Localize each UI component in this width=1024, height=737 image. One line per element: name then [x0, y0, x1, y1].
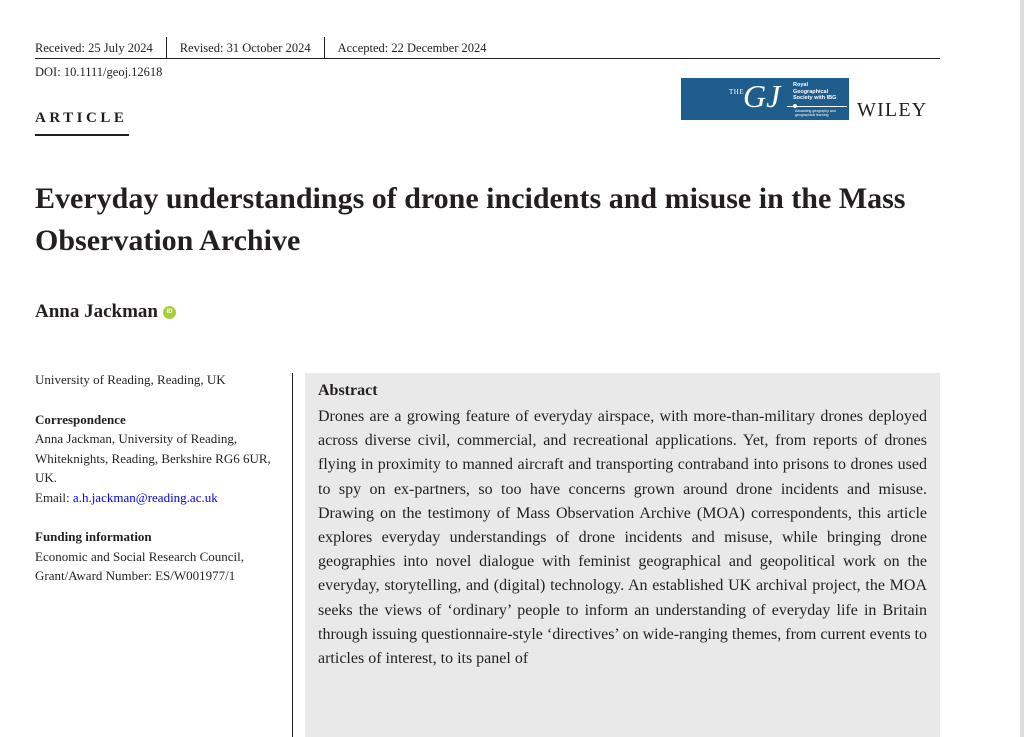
publisher-logo: WILEY: [857, 99, 928, 121]
article-type-label: ARTICLE: [35, 110, 128, 126]
article-sidebar: [35, 370, 285, 606]
article-title: Everyday understandings of drone incidents and misuse in the Mass Observation Archive: [35, 182, 906, 257]
funding-block: [35, 527, 285, 586]
viewer-scrollbar[interactable]: [1020, 0, 1024, 737]
correspondence-text: Anna Jackman, University of Reading, Whiteknights, Reading, Berkshire RG6 6UR, UK.: [35, 431, 271, 485]
correspondence-heading: Correspondence: [35, 411, 126, 427]
doi: DOI: 10.1111/geoj.12618: [35, 65, 163, 79]
funding-text: Economic and Social Research Council, Grant/Award Number: ES/W001977/1: [35, 548, 245, 583]
divider: [166, 37, 167, 59]
accepted-date: Accepted: 22 December 2024: [337, 40, 487, 55]
abstract-heading: Abstract: [318, 382, 378, 399]
correspondence-block: [35, 410, 285, 508]
divider: [324, 37, 325, 59]
author-name[interactable]: Anna Jackman: [35, 301, 158, 322]
journal-logo-the: THE: [729, 88, 745, 96]
abstract-text: Drones are a growing feature of everyday airspace, with more-than-military drones deployed across diverse civil, commercial, and recreational applications. Yet, from reports of drones flying in proximity to manned aircraft and transporting contraband into prisons to drones used to spy on ex-partners, so too have concerns grown around drone incidents and misuse. Drawing on the testimony of Mass Observation Archive (MOA) correspondents, this article explores everyday understandings of drone incidents and misuse, while bringing drone geographies into novel dialogue with feminist geographical and geopolitical work on the everyday, storytelling, and (digital) technology. An established UK archival project, the MOA seeks the views of ‘ordinary’ people to inform an understanding of everyday life in Britain through issuing questionnaire-style ‘directives’ on wide-ranging themes, from current events to articles of interest, to its panel of: [318, 408, 927, 668]
email-line: [35, 488, 285, 508]
header-rule: [35, 58, 940, 59]
author: [35, 301, 176, 323]
received-date: Received: 25 July 2024: [35, 40, 153, 55]
logo-dot-icon: [793, 104, 797, 108]
affiliation: University of Reading, Reading, UK: [35, 372, 226, 387]
journal-logo-mark: GJ: [743, 78, 781, 114]
publication-dates: [35, 37, 487, 59]
email-link[interactable]: a.h.jackman@reading.ac.uk: [72, 489, 218, 505]
column-divider: [292, 373, 293, 737]
orcid-icon[interactable]: iD: [163, 306, 176, 319]
journal-logo: [681, 78, 849, 120]
email-label: Email:: [35, 489, 73, 505]
society-name: Royal Geographical Society with IBG: [793, 82, 837, 101]
revised-date: Revised: 31 October 2024: [179, 40, 311, 55]
society-tagline: Advancing geography and geographical learning: [795, 109, 836, 117]
article-type-underline: [35, 134, 129, 136]
funding-heading: Funding information: [35, 529, 152, 544]
